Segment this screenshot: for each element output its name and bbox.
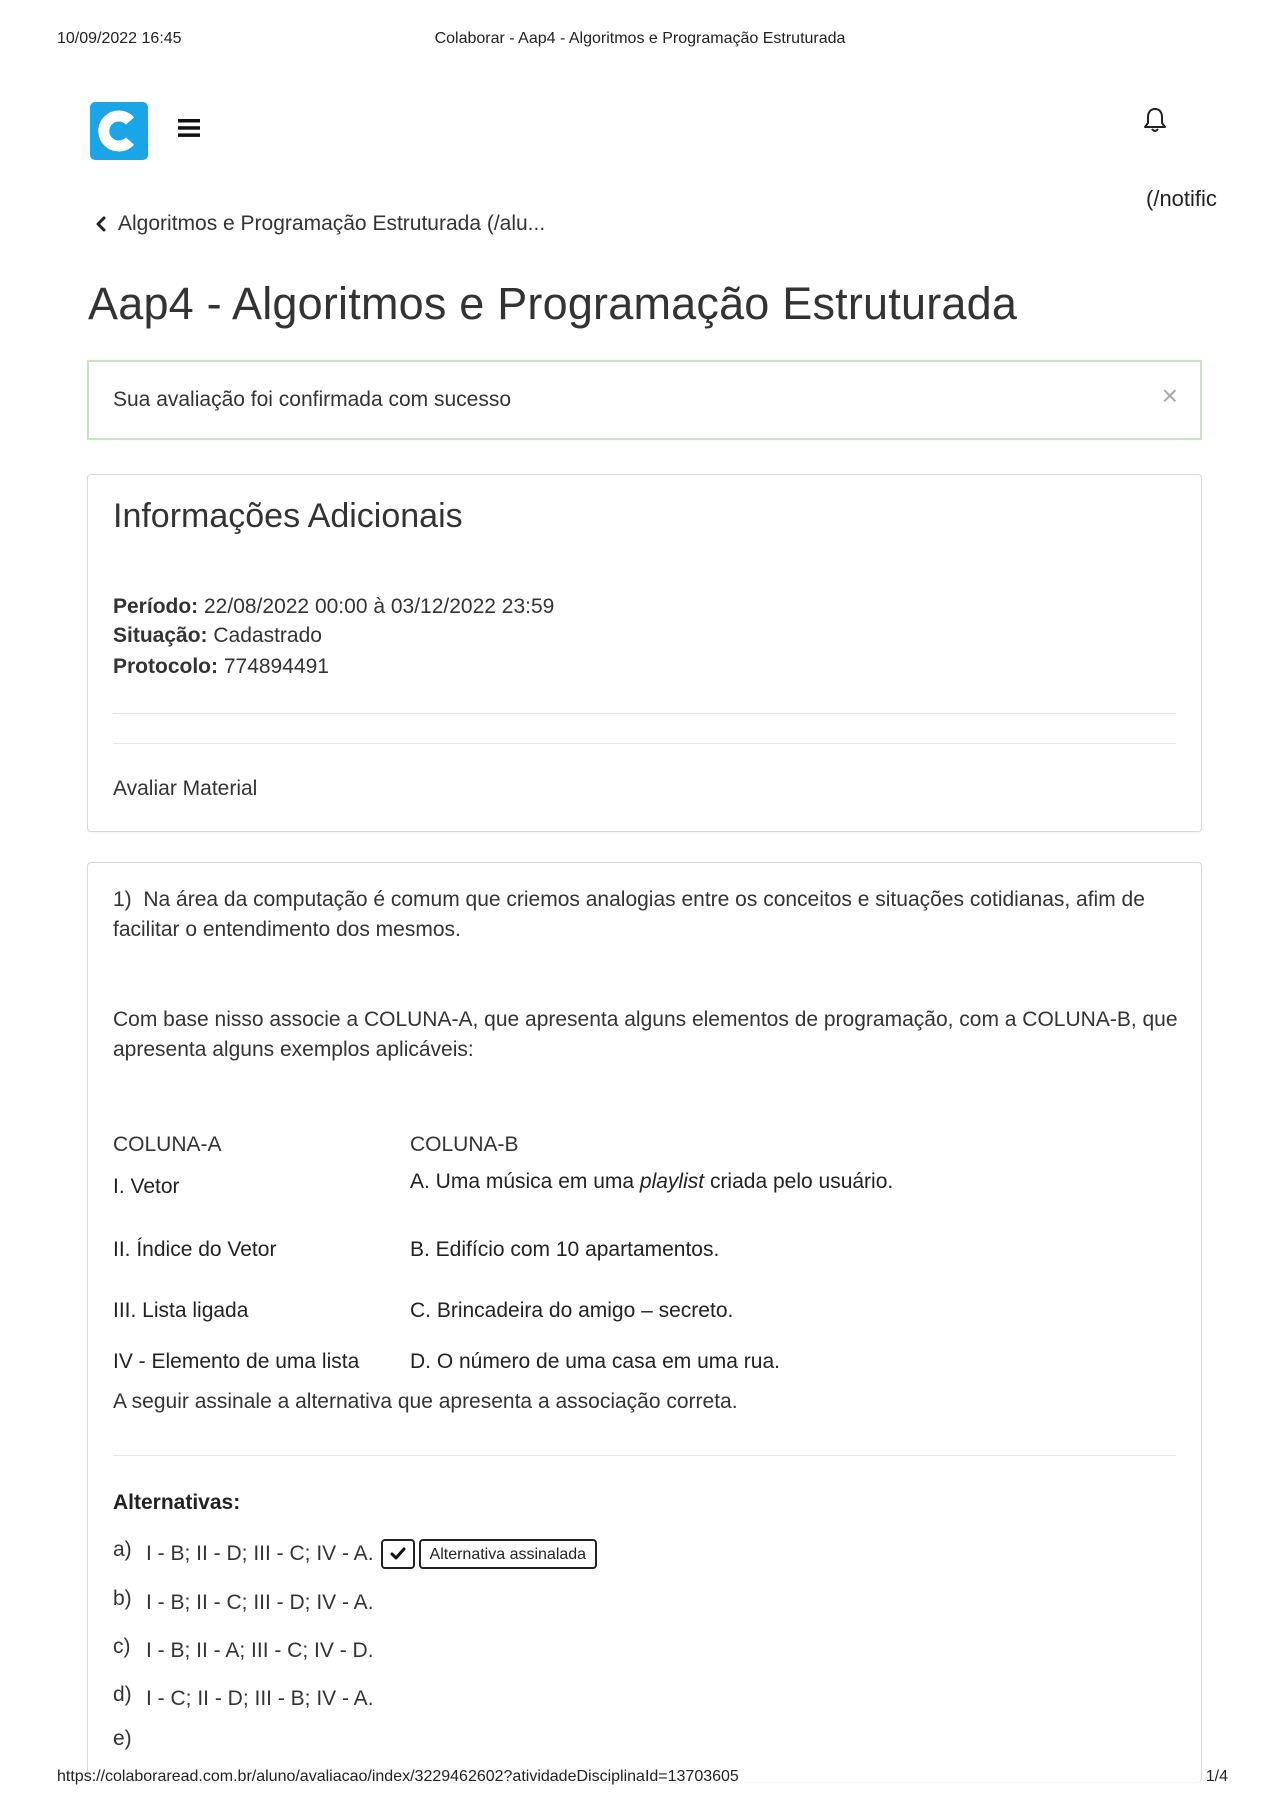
- protocolo-row: [113, 655, 329, 679]
- notifications-link[interactable]: (/notific: [1146, 186, 1217, 211]
- column-a-header: COLUNA-A: [113, 1133, 222, 1156]
- situacao-value: Cadastrado: [207, 624, 322, 647]
- question-intro: [113, 885, 1178, 945]
- question-intro-text: Na área da computação é comum que criemos analogias entre os conceitos e situações cotidianas, afim de facilitar o entendimento dos mesmos.: [113, 888, 1145, 941]
- info-panel: [87, 474, 1202, 832]
- column-a-item: II. Índice do Vetor: [113, 1238, 277, 1261]
- situacao-label: Situação:: [113, 624, 208, 647]
- periodo-label: Período:: [113, 595, 199, 618]
- protocolo-value: 774894491: [218, 655, 329, 678]
- alternative-b[interactable]: [113, 1587, 374, 1615]
- print-datetime: 10/09/2022 16:45: [57, 30, 182, 47]
- alert-message: Sua avaliação foi confirmada com sucesso: [113, 388, 512, 411]
- periodo-row: [113, 595, 554, 619]
- divider: [113, 713, 1176, 714]
- divider: [113, 1455, 1176, 1456]
- situacao-row: [113, 624, 322, 648]
- alternative-letter: b): [113, 1587, 132, 1610]
- print-header: [0, 30, 1280, 54]
- question-prompt: Com base nisso associe a COLUNA-A, que apresenta alguns elementos de programação, com a COLUNA-B, que apresenta alguns exemplos aplicáveis:: [113, 1008, 1178, 1061]
- column-a-item: III. Lista ligada: [113, 1299, 249, 1322]
- alternative-text: I - C; II - D; III - B; IV - A.: [146, 1687, 374, 1710]
- print-url: https://colaboraread.com.br/aluno/avaliacao/index/3229462602?atividadeDisciplinaId=13703605: [57, 1768, 739, 1785]
- alternative-letter: c): [113, 1635, 131, 1658]
- protocolo-label: Protocolo:: [113, 655, 218, 678]
- bell-icon[interactable]: [1143, 106, 1167, 134]
- chevron-left-icon: [94, 215, 108, 233]
- alternative-text: I - B; II - A; III - C; IV - D.: [146, 1639, 374, 1662]
- alternative-c[interactable]: [113, 1635, 374, 1663]
- periodo-value: 22/08/2022 00:00 à 03/12/2022 23:59: [198, 595, 555, 618]
- divider: [113, 743, 1176, 744]
- alternatives-heading: Alternativas:: [113, 1491, 241, 1514]
- column-b-item: B. Edifício com 10 apartamentos.: [410, 1238, 720, 1261]
- print-page-number: 1/4: [1205, 1768, 1228, 1785]
- print-document-title: Colaborar - Aap4 - Algoritmos e Programação Estruturada: [434, 30, 846, 47]
- question-instruction: A seguir assinale a alternativa que apresenta a associação correta.: [113, 1390, 738, 1413]
- alternative-letter: e): [113, 1727, 132, 1750]
- success-alert: [87, 360, 1202, 440]
- breadcrumb[interactable]: [94, 212, 545, 236]
- alternative-text: I - B; II - C; III - D; IV - A.: [146, 1591, 374, 1614]
- close-icon[interactable]: ×: [1161, 380, 1178, 411]
- column-b-header: COLUNA-B: [410, 1133, 519, 1156]
- colaborar-logo-icon[interactable]: [90, 102, 148, 160]
- avaliar-material-link[interactable]: Avaliar Material: [113, 777, 258, 800]
- column-b-item: D. O número de uma casa em uma rua.: [410, 1350, 780, 1373]
- column-a-item: IV - Elemento de uma lista: [113, 1350, 360, 1373]
- alternative-letter: d): [113, 1683, 132, 1706]
- info-panel-title: Informações Adicionais: [113, 497, 463, 535]
- alternative-text: I - B; II - D; III - C; IV - A.: [146, 1542, 374, 1565]
- breadcrumb-label: Algoritmos e Programação Estruturada (/alu...: [118, 212, 546, 235]
- alternative-letter: a): [113, 1538, 132, 1561]
- column-a-item: I. Vetor: [113, 1175, 180, 1198]
- check-icon: [381, 1539, 415, 1569]
- alternative-e[interactable]: [113, 1727, 146, 1755]
- selected-alternative-badge: Alternativa assinalada: [419, 1539, 598, 1569]
- alternative-d[interactable]: [113, 1683, 374, 1711]
- column-b-item: A. Uma música em uma playlist criada pelo usuário.: [410, 1170, 894, 1193]
- print-footer: [0, 1768, 1280, 1792]
- hamburger-menu-icon[interactable]: [177, 116, 201, 140]
- question-panel: [87, 862, 1202, 1782]
- page-title: Aap4 - Algoritmos e Programação Estruturada: [88, 278, 1018, 329]
- alternative-a[interactable]: [113, 1539, 597, 1569]
- question-number: 1): [113, 888, 132, 911]
- column-b-item: C. Brincadeira do amigo – secreto.: [410, 1299, 734, 1322]
